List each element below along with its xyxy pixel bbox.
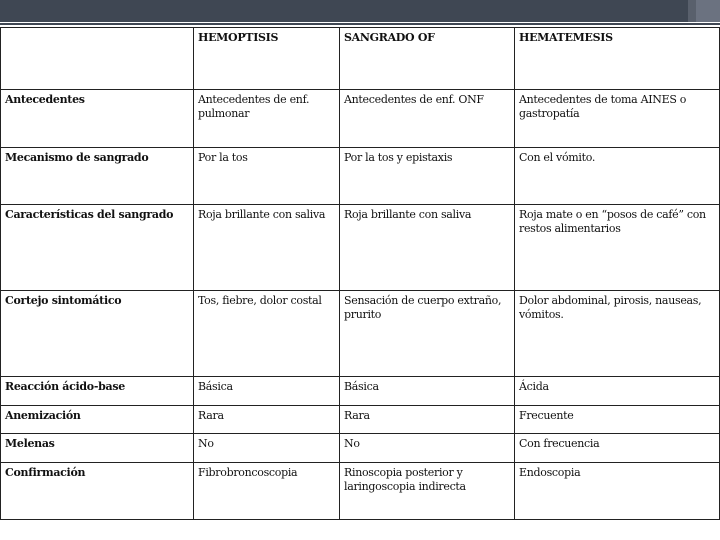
- table-row: [1, 434, 720, 463]
- table-cell: Rinoscopia posterior y laringoscopia indirecta: [340, 463, 515, 520]
- row-label: Cortejo sintomático: [1, 291, 194, 377]
- table-cell: Con el vómito.: [515, 148, 720, 205]
- table-cell: Tos, fiebre, dolor costal: [194, 291, 340, 377]
- table-cell: Básica: [340, 377, 515, 406]
- table-cell: No: [194, 434, 340, 463]
- table-cell: Sensación de cuerpo extraño, prurito: [340, 291, 515, 377]
- table-cell: Frecuente: [515, 406, 720, 434]
- header-hemoptisis: HEMOPTISIS: [194, 28, 340, 90]
- table-cell: Básica: [194, 377, 340, 406]
- table-row: [1, 90, 720, 148]
- table-row: [1, 406, 720, 434]
- table-cell: Rara: [340, 406, 515, 434]
- row-label: Mecanismo de sangrado: [1, 148, 194, 205]
- table-cell: Antecedentes de enf. pulmonar: [194, 90, 340, 148]
- table-cell: Rara: [194, 406, 340, 434]
- table-row: [1, 291, 720, 377]
- row-label: Confirmación: [1, 463, 194, 520]
- header-sangrado-of: SANGRADO OF: [340, 28, 515, 90]
- table-cell: Roja mate o en “posos de café” con restos alimentarios: [515, 205, 720, 291]
- header-bar: [0, 0, 720, 22]
- header-corner: [1, 28, 194, 90]
- table-row: [1, 148, 720, 205]
- table-cell: Dolor abdominal, pirosis, nauseas, vómitos.: [515, 291, 720, 377]
- table-cell: No: [340, 434, 515, 463]
- table-cell: Fibrobroncoscopia: [194, 463, 340, 520]
- comparison-table: [0, 27, 720, 520]
- table-row: [1, 463, 720, 520]
- table-cell: Con frecuencia: [515, 434, 720, 463]
- table-cell: Roja brillante con saliva: [194, 205, 340, 291]
- row-label: Características del sangrado: [1, 205, 194, 291]
- table-cell: Antecedentes de toma AINES o gastropatía: [515, 90, 720, 148]
- header-rule: [0, 23, 720, 25]
- row-label: Melenas: [1, 434, 194, 463]
- header-accent-inner: [696, 0, 720, 22]
- table-cell: Antecedentes de enf. ONF: [340, 90, 515, 148]
- table-cell: Ácida: [515, 377, 720, 406]
- table-header-row: [1, 28, 720, 90]
- row-label: Anemización: [1, 406, 194, 434]
- table-cell: Roja brillante con saliva: [340, 205, 515, 291]
- table-cell: Endoscopia: [515, 463, 720, 520]
- table-row: [1, 377, 720, 406]
- row-label: Reacción ácido-base: [1, 377, 194, 406]
- row-label: Antecedentes: [1, 90, 194, 148]
- table-cell: Por la tos: [194, 148, 340, 205]
- table-cell: Por la tos y epistaxis: [340, 148, 515, 205]
- table-row: [1, 205, 720, 291]
- header-hematemesis: HEMATEMESIS: [515, 28, 720, 90]
